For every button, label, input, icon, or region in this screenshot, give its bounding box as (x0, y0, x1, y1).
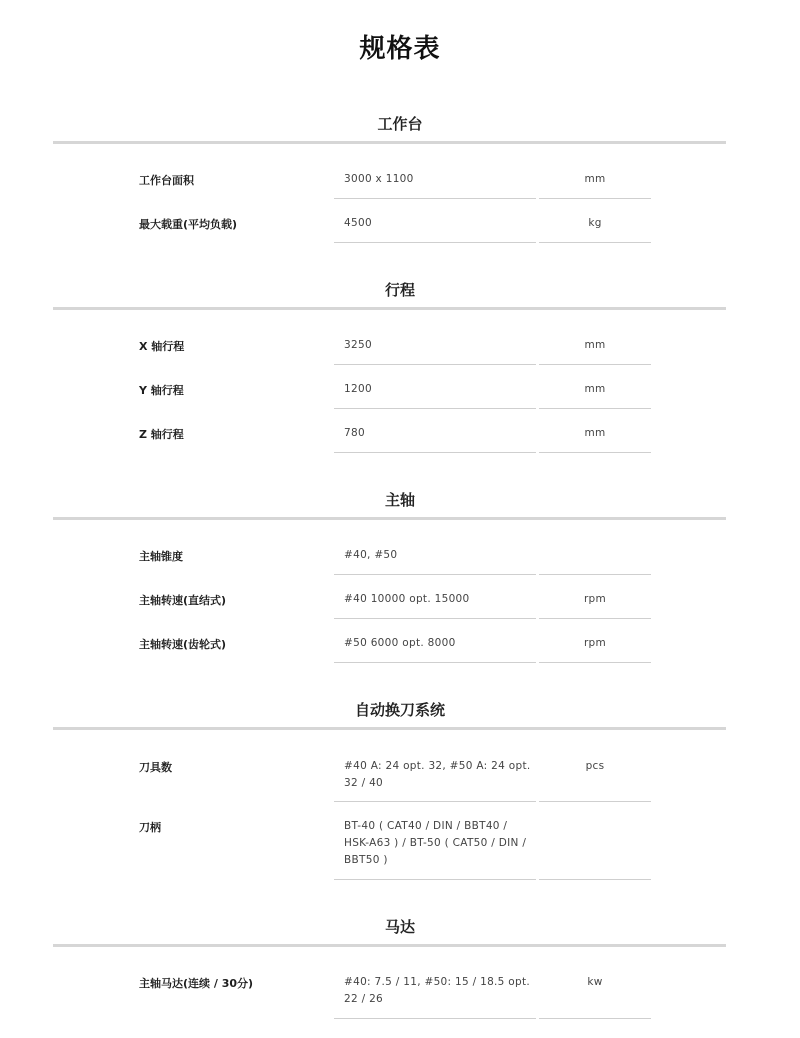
row-divider (539, 879, 651, 880)
spec-label: 主轴转速(直结式) (139, 594, 227, 607)
section-divider (53, 517, 726, 520)
section-divider (53, 944, 726, 947)
spec-label: 主轴马达(连续 / 30分) (139, 977, 254, 990)
row-divider (334, 452, 536, 453)
row-divider (539, 408, 651, 409)
row-divider (539, 801, 651, 802)
spec-unit: mm (584, 383, 606, 395)
row-divider (334, 879, 536, 880)
spec-value: #40 10000 opt. 15000 (344, 593, 470, 605)
section-divider (53, 141, 726, 144)
spec-label: Z 轴行程 (139, 428, 184, 441)
row-divider (539, 242, 651, 243)
row-divider (334, 408, 536, 409)
spec-value: #40: 7.5 / 11, #50: 15 / 18.5 opt. 22 / 26 (344, 976, 531, 1005)
row-divider (539, 452, 651, 453)
row-divider (334, 662, 536, 663)
row-divider (539, 574, 651, 575)
row-divider (539, 1018, 651, 1019)
section-divider (53, 307, 726, 310)
row-divider (539, 364, 651, 365)
spec-unit: mm (584, 427, 606, 439)
row-divider (334, 364, 536, 365)
spec-label: X 轴行程 (139, 340, 185, 353)
row-divider (334, 801, 536, 802)
row-divider (334, 242, 536, 243)
section-title: 行程 (384, 281, 415, 299)
section-title: 工作台 (377, 115, 423, 133)
row-divider (539, 198, 651, 199)
spec-unit: mm (584, 339, 606, 351)
row-divider (334, 574, 536, 575)
spec-unit: mm (584, 173, 606, 185)
page-title: 规格表 (359, 34, 441, 64)
spec-value: 3250 (344, 339, 372, 351)
spec-unit: rpm (583, 637, 607, 649)
spec-value: #40, #50 (344, 549, 398, 561)
spec-label: Y 轴行程 (139, 384, 184, 397)
spec-value: #40 A: 24 opt. 32, #50 A: 24 opt. 32 / 40 (344, 760, 531, 789)
spec-value: #50 6000 opt. 8000 (344, 637, 456, 649)
spec-label: 工作台面积 (139, 174, 194, 187)
spec-label: 最大载重(平均负载) (139, 218, 238, 231)
section-divider (53, 727, 726, 730)
spec-value: BT-40 ( CAT40 / DIN / BBT40 / HSK-A63 ) / BT-50 ( CAT50 / DIN / BBT50 ) (344, 820, 527, 866)
spec-value: 1200 (344, 383, 372, 395)
spec-label: 刀柄 (139, 821, 161, 834)
spec-unit: rpm (583, 593, 607, 605)
row-divider (539, 662, 651, 663)
row-divider (334, 198, 536, 199)
section-title: 自动换刀系统 (354, 701, 445, 719)
spec-unit: pcs (585, 760, 605, 772)
section-title: 主轴 (384, 491, 415, 509)
spec-value: 4500 (344, 217, 372, 229)
spec-value: 780 (344, 427, 365, 439)
section-title: 马达 (384, 918, 415, 936)
spec-value: 3000 x 1100 (344, 173, 414, 185)
spec-label: 主轴转速(齿轮式) (139, 638, 227, 651)
row-divider (334, 618, 536, 619)
row-divider (539, 618, 651, 619)
spec-unit: kg (588, 217, 602, 229)
spec-unit: kw (587, 976, 603, 988)
spec-label: 刀具数 (139, 761, 172, 774)
row-divider (334, 1018, 536, 1019)
spec-label: 主轴锥度 (139, 550, 183, 563)
